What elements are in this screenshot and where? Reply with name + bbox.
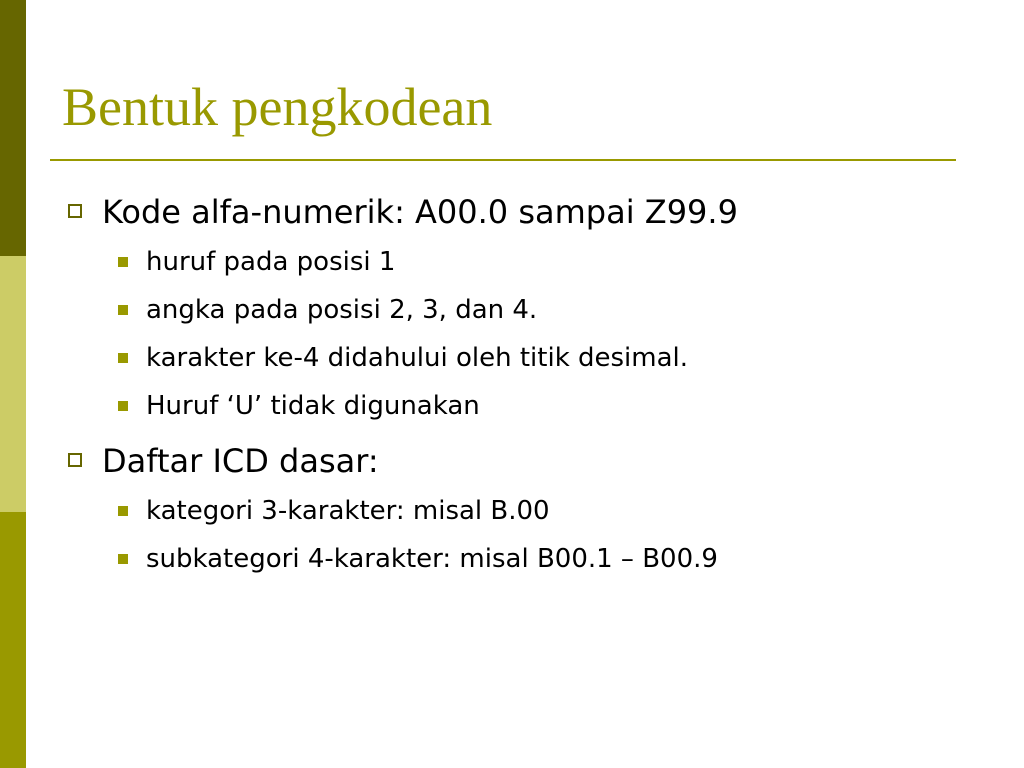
bullet-text: angka pada posisi 2, 3, dan 4. <box>146 295 538 325</box>
title-divider <box>50 159 956 161</box>
bullet-level2 <box>66 286 966 334</box>
bullet-text: Kode alfa-numerik: A00.0 sampai Z99.9 <box>102 193 738 231</box>
filled-square-bullet-icon <box>118 506 128 516</box>
bullet-level2 <box>66 334 966 382</box>
bullet-text: kategori 3-karakter: misal B.00 <box>146 496 550 526</box>
side-bar-middle-segment <box>0 256 26 512</box>
side-bar-top-segment <box>0 0 26 256</box>
bullet-level2 <box>66 238 966 286</box>
bullet-text: Huruf ‘U’ tidak digunakan <box>146 391 480 421</box>
side-bar-bottom-segment <box>0 512 26 768</box>
hollow-square-bullet-icon <box>68 204 82 218</box>
filled-square-bullet-icon <box>118 305 128 315</box>
bullet-text: karakter ke-4 didahului oleh titik desimal. <box>146 343 689 373</box>
bullet-level1 <box>66 186 966 238</box>
bullet-level1 <box>66 435 966 487</box>
bullet-level2 <box>66 487 966 535</box>
filled-square-bullet-icon <box>118 554 128 564</box>
bullet-text: subkategori 4-karakter: misal B00.1 – B00.9 <box>146 544 718 574</box>
filled-square-bullet-icon <box>118 353 128 363</box>
sub-bullet-list <box>66 487 966 583</box>
slide-title: Bentuk pengkodean <box>62 77 493 137</box>
filled-square-bullet-icon <box>118 401 128 411</box>
bullet-text: huruf pada posisi 1 <box>146 247 396 277</box>
hollow-square-bullet-icon <box>68 453 82 467</box>
bullet-level2 <box>66 535 966 583</box>
section-icd-list <box>66 435 966 583</box>
sub-bullet-list <box>66 238 966 430</box>
side-accent-bar <box>0 0 26 768</box>
section-code-format <box>66 186 966 430</box>
filled-square-bullet-icon <box>118 257 128 267</box>
bullet-level2 <box>66 382 966 430</box>
bullet-content <box>66 186 966 588</box>
bullet-text: Daftar ICD dasar: <box>102 442 379 480</box>
